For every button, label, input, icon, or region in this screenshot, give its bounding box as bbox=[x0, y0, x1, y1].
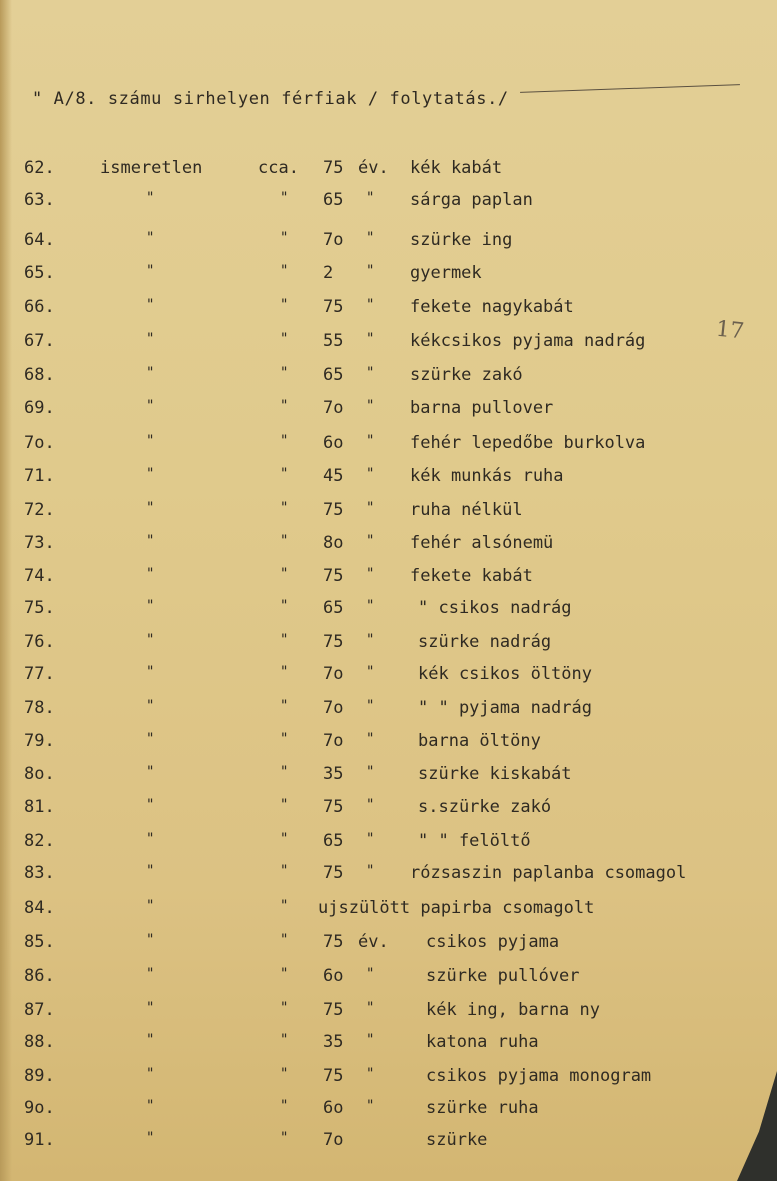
entry-name: " bbox=[146, 398, 155, 414]
entry-description: katona ruha bbox=[426, 1032, 539, 1052]
entry-name: " bbox=[146, 863, 155, 879]
entry-unit: " bbox=[366, 500, 375, 516]
entry-description: fekete kabát bbox=[410, 566, 533, 586]
entry-circa: " bbox=[280, 898, 289, 914]
entry-name: " bbox=[146, 797, 155, 813]
entry-unit: " bbox=[366, 263, 375, 279]
entry-number: 84. bbox=[24, 898, 55, 918]
entry-number: 78. bbox=[24, 698, 55, 718]
entry-name: " bbox=[146, 230, 155, 246]
entry-unit: " bbox=[366, 698, 375, 714]
entry-description: barna öltöny bbox=[418, 731, 541, 751]
entry-circa: " bbox=[280, 797, 289, 813]
entry-age: 75 bbox=[323, 566, 344, 586]
entry-number: 68. bbox=[24, 365, 55, 385]
entry-number: 63. bbox=[24, 190, 55, 210]
entry-number: 67. bbox=[24, 331, 55, 351]
entry-circa: " bbox=[280, 466, 289, 482]
entry-description: fehér lepedőbe burkolva bbox=[410, 433, 646, 453]
entry-description: szürke kiskabát bbox=[418, 764, 572, 784]
entry-circa: " bbox=[280, 863, 289, 879]
entry-description: s.szürke zakó bbox=[418, 797, 552, 817]
entry-circa: " bbox=[280, 190, 289, 206]
list-item bbox=[0, 932, 777, 962]
entry-age: 7o bbox=[323, 698, 344, 718]
entry-unit: " bbox=[366, 398, 375, 414]
entry-description: gyermek bbox=[410, 263, 482, 283]
entry-description: ruha nélkül bbox=[410, 500, 523, 520]
entry-name: " bbox=[146, 698, 155, 714]
list-item bbox=[0, 831, 777, 861]
entry-unit: " bbox=[366, 664, 375, 680]
list-item bbox=[0, 1098, 777, 1128]
entry-number: 71. bbox=[24, 466, 55, 486]
entry-name: " bbox=[146, 1032, 155, 1048]
list-item bbox=[0, 533, 777, 563]
entry-circa: " bbox=[280, 365, 289, 381]
entry-circa: " bbox=[280, 831, 289, 847]
entry-description: csikos pyjama monogram bbox=[426, 1066, 652, 1086]
entry-age: 75 bbox=[323, 158, 344, 178]
entry-age: 65 bbox=[323, 831, 344, 851]
entry-circa: " bbox=[280, 731, 289, 747]
entry-description: sárga paplan bbox=[410, 190, 533, 210]
list-item bbox=[0, 664, 777, 694]
entry-description: szürke pullóver bbox=[426, 966, 580, 986]
list-item bbox=[0, 263, 777, 293]
entry-name: " bbox=[146, 1066, 155, 1082]
entry-circa: " bbox=[280, 1098, 289, 1114]
entry-circa: " bbox=[280, 1130, 289, 1146]
entry-circa: " bbox=[280, 566, 289, 582]
entry-number: 75. bbox=[24, 598, 55, 618]
entry-circa: " bbox=[280, 433, 289, 449]
list-item bbox=[0, 433, 777, 463]
entry-number: 79. bbox=[24, 731, 55, 751]
list-item bbox=[0, 158, 777, 188]
entry-number: 81. bbox=[24, 797, 55, 817]
entry-circa: " bbox=[280, 664, 289, 680]
entry-circa: " bbox=[280, 263, 289, 279]
entry-circa: " bbox=[280, 632, 289, 648]
entry-circa: " bbox=[280, 764, 289, 780]
entry-age: 7o bbox=[323, 398, 344, 418]
entry-name: " bbox=[146, 598, 155, 614]
entry-name: " bbox=[146, 664, 155, 680]
entry-number: 74. bbox=[24, 566, 55, 586]
list-item bbox=[0, 966, 777, 996]
entry-number: 85. bbox=[24, 932, 55, 952]
entry-circa: " bbox=[280, 1000, 289, 1016]
list-item bbox=[0, 1066, 777, 1096]
entry-name: " bbox=[146, 365, 155, 381]
entry-unit: " bbox=[366, 863, 375, 879]
entry-description: csikos pyjama bbox=[426, 932, 560, 952]
entry-name: " bbox=[146, 533, 155, 549]
entry-name: " bbox=[146, 566, 155, 582]
entry-unit: " bbox=[366, 190, 375, 206]
entry-circa: " bbox=[280, 1032, 289, 1048]
entry-name: " bbox=[146, 966, 155, 982]
list-item bbox=[0, 1130, 777, 1160]
entry-number: 82. bbox=[24, 831, 55, 851]
entry-number: 69. bbox=[24, 398, 55, 418]
entry-number: 88. bbox=[24, 1032, 55, 1052]
list-item bbox=[0, 632, 777, 662]
entry-number: 66. bbox=[24, 297, 55, 317]
entry-number: 73. bbox=[24, 533, 55, 553]
entry-unit: " bbox=[366, 433, 375, 449]
entry-unit: " bbox=[366, 764, 375, 780]
entry-age: 75 bbox=[323, 500, 344, 520]
list-item bbox=[0, 731, 777, 761]
entry-unit: " bbox=[366, 297, 375, 313]
entry-name: " bbox=[146, 190, 155, 206]
entry-age: 7o bbox=[323, 230, 344, 250]
list-item bbox=[0, 230, 777, 260]
entry-description: " " felöltő bbox=[418, 831, 531, 851]
entry-circa: " bbox=[280, 966, 289, 982]
list-item bbox=[0, 863, 777, 893]
entry-circa: " bbox=[280, 230, 289, 246]
entry-description: " csikos nadrág bbox=[418, 598, 572, 618]
entry-unit: " bbox=[366, 831, 375, 847]
list-item bbox=[0, 190, 777, 220]
entry-age: 35 bbox=[323, 1032, 344, 1052]
entry-circa: " bbox=[280, 297, 289, 313]
entry-name: " bbox=[146, 632, 155, 648]
entry-age: 75 bbox=[323, 863, 344, 883]
list-item bbox=[0, 500, 777, 530]
list-item bbox=[0, 698, 777, 728]
entry-description: kék ing, barna ny bbox=[426, 1000, 600, 1020]
entry-age: 75 bbox=[323, 297, 344, 317]
entry-name: " bbox=[146, 1130, 155, 1146]
entry-name: " bbox=[146, 898, 155, 914]
entry-unit: " bbox=[366, 731, 375, 747]
entry-circa: cca. bbox=[258, 158, 299, 178]
entry-name: ismeretlen bbox=[100, 158, 203, 178]
entry-number: 77. bbox=[24, 664, 55, 684]
entry-name: " bbox=[146, 500, 155, 516]
entry-description: szürke ing bbox=[410, 230, 513, 250]
entry-unit: " bbox=[366, 598, 375, 614]
entry-age: 45 bbox=[323, 466, 344, 486]
entry-age: 65 bbox=[323, 190, 344, 210]
entry-number: 65. bbox=[24, 263, 55, 283]
entry-name: " bbox=[146, 1098, 155, 1114]
entry-circa: " bbox=[280, 331, 289, 347]
entry-number: 86. bbox=[24, 966, 55, 986]
list-item bbox=[0, 331, 777, 361]
entry-description: " " pyjama nadrág bbox=[418, 698, 592, 718]
entry-age: 8o bbox=[323, 533, 344, 553]
entry-number: 64. bbox=[24, 230, 55, 250]
entry-description: fehér alsónemü bbox=[410, 533, 554, 553]
entry-unit: " bbox=[366, 466, 375, 482]
entry-age: 75 bbox=[323, 932, 344, 952]
entry-unit: " bbox=[366, 632, 375, 648]
entry-number: 8o. bbox=[24, 764, 55, 784]
entry-age: 6o bbox=[323, 433, 344, 453]
entry-age: 75 bbox=[323, 1000, 344, 1020]
list-item bbox=[0, 365, 777, 395]
entry-unit: " bbox=[366, 797, 375, 813]
entry-description: kék csikos öltöny bbox=[418, 664, 592, 684]
entry-circa: " bbox=[280, 698, 289, 714]
entry-name: " bbox=[146, 831, 155, 847]
list-item bbox=[0, 764, 777, 794]
entry-number: 7o. bbox=[24, 433, 55, 453]
list-item bbox=[0, 398, 777, 428]
entry-age: 6o bbox=[323, 966, 344, 986]
entry-name: " bbox=[146, 433, 155, 449]
entry-name: " bbox=[146, 731, 155, 747]
entry-circa: " bbox=[280, 398, 289, 414]
entry-number: 91. bbox=[24, 1130, 55, 1150]
entry-unit: " bbox=[366, 331, 375, 347]
list-item bbox=[0, 797, 777, 827]
entry-description: kék munkás ruha bbox=[410, 466, 564, 486]
entry-description: rózsaszin paplanba csomagol bbox=[410, 863, 687, 883]
entry-age: 55 bbox=[323, 331, 344, 351]
entry-description: szürke bbox=[426, 1130, 488, 1150]
entry-age: 7o bbox=[323, 1130, 344, 1150]
entry-circa: " bbox=[280, 1066, 289, 1082]
entry-age: 35 bbox=[323, 764, 344, 784]
list-item bbox=[0, 297, 777, 327]
entry-name: " bbox=[146, 1000, 155, 1016]
list-item bbox=[0, 1000, 777, 1030]
entry-number: 9o. bbox=[24, 1098, 55, 1118]
heading-underline bbox=[520, 84, 740, 93]
list-item bbox=[0, 566, 777, 596]
entry-number: 89. bbox=[24, 1066, 55, 1086]
entry-age: 65 bbox=[323, 365, 344, 385]
entry-name: " bbox=[146, 331, 155, 347]
entry-name: " bbox=[146, 466, 155, 482]
entry-circa: " bbox=[280, 533, 289, 549]
entry-age: 2 bbox=[323, 263, 334, 283]
list-item bbox=[0, 466, 777, 496]
entry-name: " bbox=[146, 263, 155, 279]
entry-description: fekete nagykabát bbox=[410, 297, 574, 317]
entry-circa: " bbox=[280, 598, 289, 614]
entry-name: " bbox=[146, 764, 155, 780]
entry-number: 72. bbox=[24, 500, 55, 520]
entry-description: ujszülött papirba csomagolt bbox=[318, 898, 595, 918]
entry-number: 87. bbox=[24, 1000, 55, 1020]
entry-unit: " bbox=[366, 1032, 375, 1048]
entry-description: szürke nadrág bbox=[418, 632, 552, 652]
entry-description: barna pullover bbox=[410, 398, 554, 418]
entry-number: 62. bbox=[24, 158, 55, 178]
entry-unit: " bbox=[366, 1098, 375, 1114]
entry-description: kékcsikos pyjama nadrág bbox=[410, 331, 646, 351]
entry-number: 76. bbox=[24, 632, 55, 652]
entry-circa: " bbox=[280, 500, 289, 516]
list-item bbox=[0, 898, 777, 928]
entry-unit: " bbox=[366, 1066, 375, 1082]
entry-circa: " bbox=[280, 932, 289, 948]
entry-unit: " bbox=[366, 230, 375, 246]
entry-unit: " bbox=[366, 566, 375, 582]
entry-name: " bbox=[146, 932, 155, 948]
entry-description: kék kabát bbox=[410, 158, 503, 178]
list-item bbox=[0, 598, 777, 628]
entry-age: 75 bbox=[323, 1066, 344, 1086]
page-heading: " A/8. számu sirhelyen férfiak / folytatás./ bbox=[32, 89, 509, 109]
entry-unit: " bbox=[366, 365, 375, 381]
entry-unit: év. bbox=[358, 932, 389, 952]
entry-unit: " bbox=[366, 533, 375, 549]
margin-page-number: 17 bbox=[714, 316, 746, 345]
entry-age: 65 bbox=[323, 598, 344, 618]
entry-name: " bbox=[146, 297, 155, 313]
entry-unit: " bbox=[366, 1000, 375, 1016]
entry-unit: év. bbox=[358, 158, 389, 178]
entry-description: szürke ruha bbox=[426, 1098, 539, 1118]
entry-age: 75 bbox=[323, 632, 344, 652]
entry-age: 7o bbox=[323, 731, 344, 751]
entry-age: 7o bbox=[323, 664, 344, 684]
entry-unit: " bbox=[366, 966, 375, 982]
entry-number: 83. bbox=[24, 863, 55, 883]
entry-description: szürke zakó bbox=[410, 365, 523, 385]
list-item bbox=[0, 1032, 777, 1062]
entry-age: 75 bbox=[323, 797, 344, 817]
entry-age: 6o bbox=[323, 1098, 344, 1118]
